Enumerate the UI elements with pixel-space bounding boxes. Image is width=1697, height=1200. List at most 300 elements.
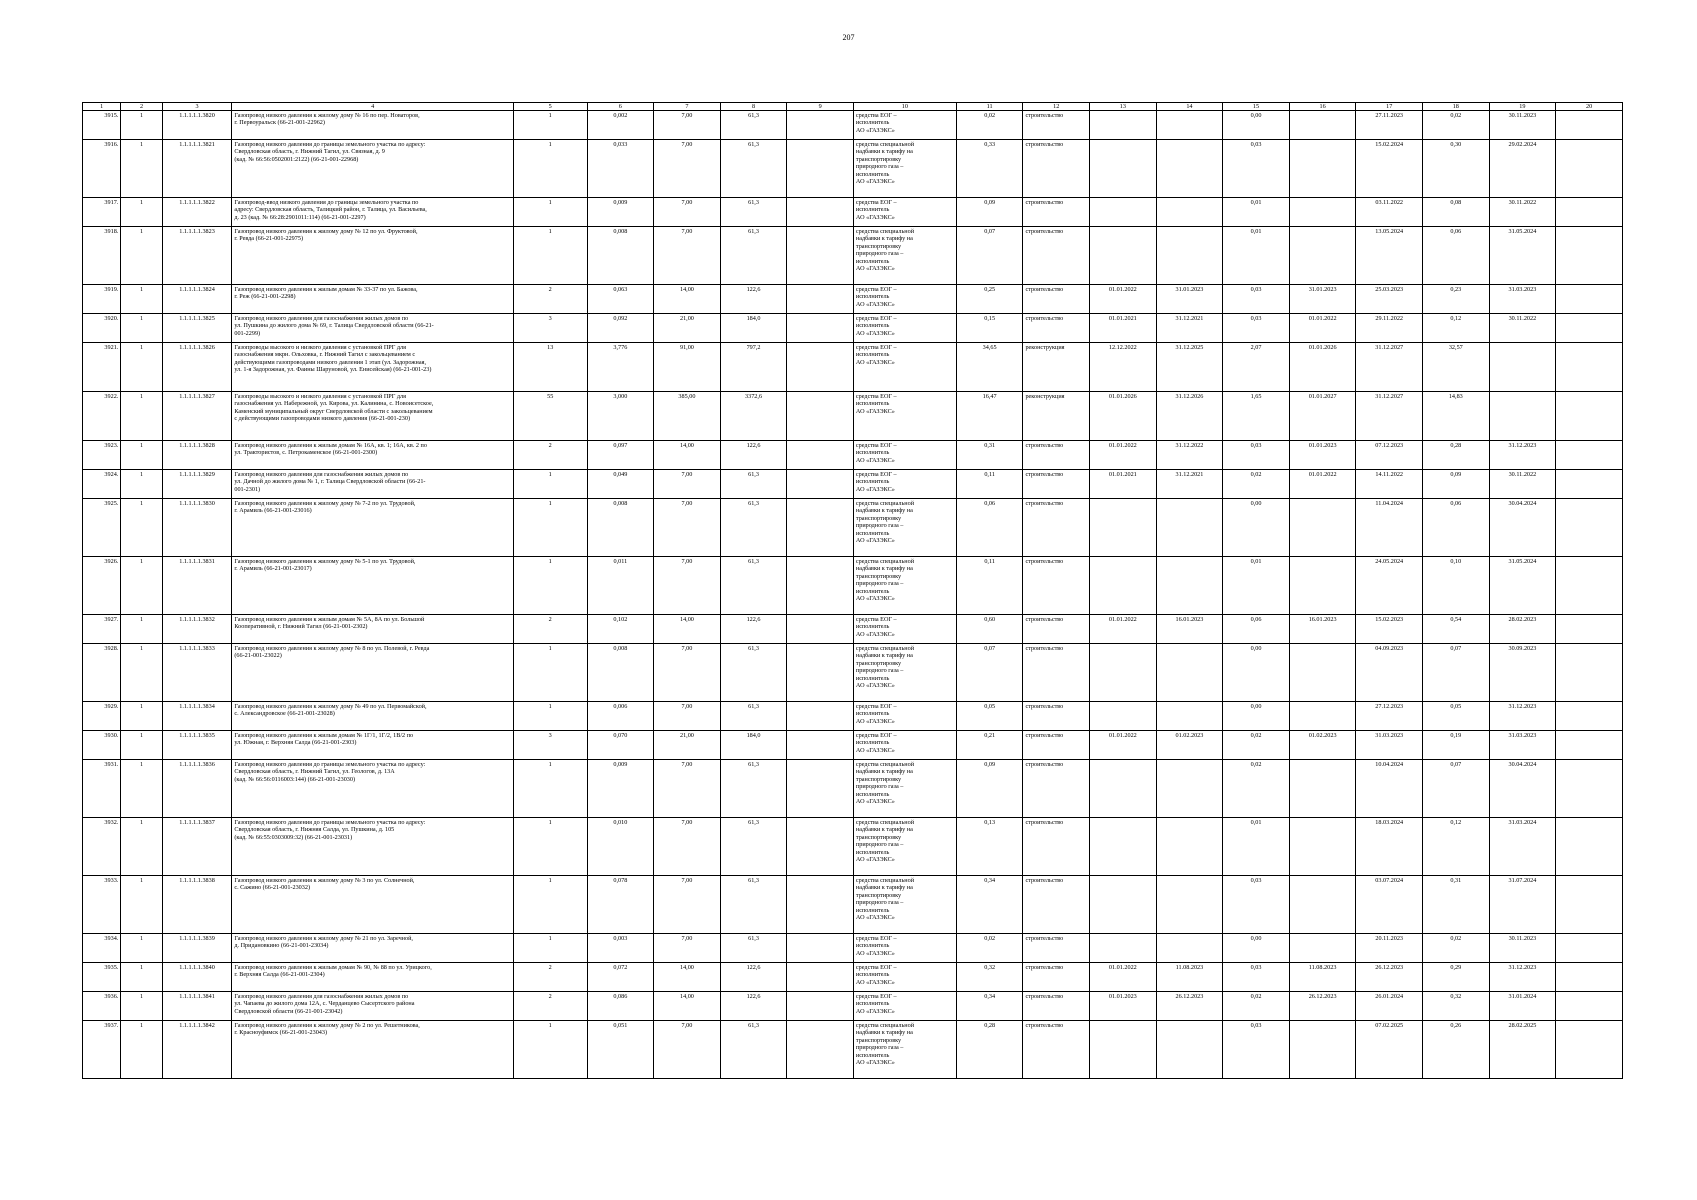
- col20-value: [1556, 760, 1623, 818]
- col8-value: 122,6: [720, 963, 787, 992]
- col7-value: 7,00: [654, 111, 721, 140]
- commissioning-date: 31.07.2024: [1489, 876, 1556, 934]
- table-row: [83, 1021, 1623, 1079]
- table-row: [83, 557, 1623, 615]
- column-number-17: 17: [1356, 103, 1423, 111]
- col2-value: 1: [121, 702, 162, 731]
- design-start: [1090, 557, 1157, 615]
- col5-value: 1: [513, 111, 587, 140]
- object-code: 1.1.1.1.1.3833: [162, 644, 232, 702]
- design-end: 11.08.2023: [1156, 963, 1223, 992]
- col9-value: [787, 198, 854, 227]
- build-cost: 14,83: [1423, 392, 1490, 441]
- work-type: строительство: [1023, 111, 1090, 140]
- col8-value: 61,3: [720, 140, 787, 198]
- work-type: строительство: [1023, 227, 1090, 285]
- design-end: 31.12.2021: [1156, 470, 1223, 499]
- build-cost: 0,26: [1423, 1021, 1490, 1079]
- commissioning-date: 30.09.2023: [1489, 644, 1556, 702]
- cost-value: 0,02: [956, 934, 1023, 963]
- col5-value: 1: [513, 227, 587, 285]
- funding-source: средства ЕОГ – исполнитель АО «ГАЗЭКС»: [853, 441, 956, 470]
- object-name: Газопровод низкого давления для газоснабжения жилых домов по ул. Пушкина до жилого дома № 69, г. Талица Свердловской области (66-21- 001-2299): [232, 314, 514, 343]
- column-number-2: 2: [121, 103, 162, 111]
- col2-value: 1: [121, 644, 162, 702]
- design-start: 01.01.2022: [1090, 615, 1157, 644]
- col9-value: [787, 731, 854, 760]
- design-start: [1090, 140, 1157, 198]
- design-start: [1090, 227, 1157, 285]
- design-start: [1090, 876, 1157, 934]
- table-row: [83, 140, 1623, 198]
- col8-value: 61,3: [720, 876, 787, 934]
- work-type: строительство: [1023, 644, 1090, 702]
- col7-value: 7,00: [654, 557, 721, 615]
- build-end: 26.01.2024: [1356, 992, 1423, 1021]
- col8-value: 61,3: [720, 499, 787, 557]
- commissioning-date: 30.11.2022: [1489, 198, 1556, 227]
- col8-value: 61,3: [720, 644, 787, 702]
- funding-source: средства ЕОГ – исполнитель АО «ГАЗЭКС»: [853, 702, 956, 731]
- funding-source: средства ЕОГ – исполнитель АО «ГАЗЭКС»: [853, 198, 956, 227]
- commissioning-date: 30.11.2022: [1489, 470, 1556, 499]
- work-type: реконструкция: [1023, 343, 1090, 392]
- funding-source: средства специальной надбавки к тарифу на транспортировку природного газа – исполнитель АО «ГАЗЭКС»: [853, 227, 956, 285]
- design-cost: 0,01: [1223, 818, 1290, 876]
- col20-value: [1556, 470, 1623, 499]
- col7-value: 14,00: [654, 963, 721, 992]
- design-start: [1090, 760, 1157, 818]
- column-number-3: 3: [162, 103, 232, 111]
- col7-value: 7,00: [654, 227, 721, 285]
- object-name: Газопровод низкого давления к жилым домам № 90, № 88 по ул. Урицкого, г. Верхняя Салда (66-21-001-2304): [232, 963, 514, 992]
- col5-value: 1: [513, 644, 587, 702]
- col7-value: 7,00: [654, 1021, 721, 1079]
- funding-source: средства специальной надбавки к тарифу на транспортировку природного газа – исполнитель АО «ГАЗЭКС»: [853, 876, 956, 934]
- design-end: 31.12.2022: [1156, 441, 1223, 470]
- length-km: 0,009: [587, 198, 654, 227]
- design-cost: 0,02: [1223, 992, 1290, 1021]
- design-start: [1090, 934, 1157, 963]
- work-type: строительство: [1023, 198, 1090, 227]
- object-code: 1.1.1.1.1.3826: [162, 343, 232, 392]
- object-name: Газопроводы высокого и низкого давления с установкой ПРГ для газоснабжения ул. Набережной, ул. Кирова, ул. Калинина, с. Новоисетское, Каменский муниципальный округ Свердловской области с закольцеванием с действующими газопроводами низкого давления (66-21-001-230): [232, 392, 514, 441]
- table-row: [83, 441, 1623, 470]
- length-km: 0,072: [587, 963, 654, 992]
- row-number: 3920.: [83, 314, 121, 343]
- commissioning-date: 30.04.2024: [1489, 499, 1556, 557]
- build-start: [1289, 644, 1356, 702]
- row-number: 3923.: [83, 441, 121, 470]
- object-code: 1.1.1.1.1.3830: [162, 499, 232, 557]
- funding-source: средства ЕОГ – исполнитель АО «ГАЗЭКС»: [853, 285, 956, 314]
- col7-value: 7,00: [654, 198, 721, 227]
- length-km: 0,063: [587, 285, 654, 314]
- table-row: [83, 470, 1623, 499]
- design-start: 01.01.2022: [1090, 285, 1157, 314]
- build-start: [1289, 227, 1356, 285]
- design-cost: 2,07: [1223, 343, 1290, 392]
- work-type: строительство: [1023, 876, 1090, 934]
- length-km: 0,049: [587, 470, 654, 499]
- col2-value: 1: [121, 1021, 162, 1079]
- length-km: 0,002: [587, 111, 654, 140]
- object-code: 1.1.1.1.1.3836: [162, 760, 232, 818]
- funding-source: средства ЕОГ – исполнитель АО «ГАЗЭКС»: [853, 314, 956, 343]
- col2-value: 1: [121, 615, 162, 644]
- object-code: 1.1.1.1.1.3840: [162, 963, 232, 992]
- build-cost: 0,31: [1423, 876, 1490, 934]
- col9-value: [787, 934, 854, 963]
- design-start: 12.12.2022: [1090, 343, 1157, 392]
- cost-value: 0,02: [956, 111, 1023, 140]
- col7-value: 7,00: [654, 760, 721, 818]
- col2-value: 1: [121, 876, 162, 934]
- object-name: Газопровод низкого давления для газоснабжения жилых домов по ул. Дачной до жилого дома № 1, г. Талица Свердловской области (66-21- 001-2301): [232, 470, 514, 499]
- col5-value: 2: [513, 963, 587, 992]
- row-number: 3917.: [83, 198, 121, 227]
- col5-value: 2: [513, 615, 587, 644]
- cost-value: 0,34: [956, 876, 1023, 934]
- design-cost: 0,01: [1223, 227, 1290, 285]
- column-number-19: 19: [1489, 103, 1556, 111]
- column-number-11: 11: [956, 103, 1023, 111]
- col5-value: 1: [513, 557, 587, 615]
- col2-value: 1: [121, 392, 162, 441]
- build-start: [1289, 818, 1356, 876]
- object-name: Газопровод низкого давления к жилому дому № 8 по ул. Полевой, г. Ревда (66-21-001-23022): [232, 644, 514, 702]
- col9-value: [787, 818, 854, 876]
- table-row: [83, 314, 1623, 343]
- column-number-row: [83, 103, 1623, 111]
- col8-value: 184,0: [720, 731, 787, 760]
- design-cost: 0,00: [1223, 499, 1290, 557]
- col8-value: 61,3: [720, 198, 787, 227]
- col2-value: 1: [121, 992, 162, 1021]
- build-end: 03.11.2022: [1356, 198, 1423, 227]
- object-name: Газопровод низкого давления к жилым домам № 16А, кв. 1; 16А, кв. 2 по ул. Трактористов, с. Петрокаменское (66-21-001-2300): [232, 441, 514, 470]
- col9-value: [787, 876, 854, 934]
- row-number: 3929.: [83, 702, 121, 731]
- table-row: [83, 615, 1623, 644]
- table-row: [83, 992, 1623, 1021]
- cost-value: 0,11: [956, 557, 1023, 615]
- row-number: 3918.: [83, 227, 121, 285]
- col5-value: 2: [513, 285, 587, 314]
- commissioning-date: 28.02.2023: [1489, 615, 1556, 644]
- funding-source: средства специальной надбавки к тарифу на транспортировку природного газа – исполнитель АО «ГАЗЭКС»: [853, 140, 956, 198]
- col20-value: [1556, 731, 1623, 760]
- col20-value: [1556, 557, 1623, 615]
- object-name: Газопровод низкого давления к жилому дому № 7-2 по ул. Трудовой, г. Арамиль (66-21-001-23016): [232, 499, 514, 557]
- design-end: 16.01.2023: [1156, 615, 1223, 644]
- col9-value: [787, 441, 854, 470]
- col2-value: 1: [121, 934, 162, 963]
- commissioning-date: 31.12.2023: [1489, 702, 1556, 731]
- commissioning-date: 31.05.2024: [1489, 227, 1556, 285]
- build-cost: 0,09: [1423, 470, 1490, 499]
- work-type: строительство: [1023, 441, 1090, 470]
- col8-value: 122,6: [720, 992, 787, 1021]
- row-number: 3930.: [83, 731, 121, 760]
- length-km: 0,092: [587, 314, 654, 343]
- commissioning-date: [1489, 343, 1556, 392]
- design-start: [1090, 499, 1157, 557]
- col9-value: [787, 285, 854, 314]
- row-number: 3937.: [83, 1021, 121, 1079]
- build-cost: 0,10: [1423, 557, 1490, 615]
- funding-source: средства ЕОГ – исполнитель АО «ГАЗЭКС»: [853, 731, 956, 760]
- col2-value: 1: [121, 818, 162, 876]
- col20-value: [1556, 876, 1623, 934]
- object-code: 1.1.1.1.1.3837: [162, 818, 232, 876]
- object-code: 1.1.1.1.1.3841: [162, 992, 232, 1021]
- design-end: [1156, 876, 1223, 934]
- col2-value: 1: [121, 343, 162, 392]
- build-start: 26.12.2023: [1289, 992, 1356, 1021]
- col5-value: 1: [513, 499, 587, 557]
- funding-source: средства ЕОГ – исполнитель АО «ГАЗЭКС»: [853, 392, 956, 441]
- design-end: [1156, 227, 1223, 285]
- col7-value: 7,00: [654, 499, 721, 557]
- col9-value: [787, 615, 854, 644]
- table-row: [83, 198, 1623, 227]
- design-cost: 0,03: [1223, 314, 1290, 343]
- design-cost: 0,02: [1223, 470, 1290, 499]
- length-km: 0,033: [587, 140, 654, 198]
- build-start: 01.02.2023: [1289, 731, 1356, 760]
- length-km: 0,008: [587, 499, 654, 557]
- object-name: Газопровод низкого давления к жилому дому № 3 по ул. Солнечной, с. Сажино (66-21-001-23032): [232, 876, 514, 934]
- funding-source: средства ЕОГ – исполнитель АО «ГАЗЭКС»: [853, 343, 956, 392]
- table-row: [83, 818, 1623, 876]
- build-end: 13.05.2024: [1356, 227, 1423, 285]
- cost-value: 0,15: [956, 314, 1023, 343]
- design-start: 01.01.2021: [1090, 314, 1157, 343]
- table-row: [83, 644, 1623, 702]
- col2-value: 1: [121, 963, 162, 992]
- cost-value: 0,09: [956, 198, 1023, 227]
- col8-value: 61,3: [720, 760, 787, 818]
- build-end: 25.03.2023: [1356, 285, 1423, 314]
- table-row: [83, 499, 1623, 557]
- object-code: 1.1.1.1.1.3824: [162, 285, 232, 314]
- build-cost: 0,06: [1423, 499, 1490, 557]
- cost-value: 0,09: [956, 760, 1023, 818]
- col20-value: [1556, 992, 1623, 1021]
- build-start: 01.01.2022: [1289, 470, 1356, 499]
- col8-value: 3372,6: [720, 392, 787, 441]
- row-number: 3921.: [83, 343, 121, 392]
- design-cost: 0,03: [1223, 963, 1290, 992]
- col2-value: 1: [121, 140, 162, 198]
- col20-value: [1556, 314, 1623, 343]
- design-cost: 1,65: [1223, 392, 1290, 441]
- col20-value: [1556, 615, 1623, 644]
- col20-value: [1556, 644, 1623, 702]
- table-row: [83, 392, 1623, 441]
- object-code: 1.1.1.1.1.3831: [162, 557, 232, 615]
- build-end: 24.05.2024: [1356, 557, 1423, 615]
- design-start: [1090, 644, 1157, 702]
- col8-value: 122,6: [720, 441, 787, 470]
- col2-value: 1: [121, 470, 162, 499]
- length-km: 0,078: [587, 876, 654, 934]
- build-end: 11.04.2024: [1356, 499, 1423, 557]
- build-start: 01.01.2022: [1289, 314, 1356, 343]
- col9-value: [787, 702, 854, 731]
- col5-value: 2: [513, 441, 587, 470]
- design-start: 01.01.2022: [1090, 731, 1157, 760]
- col8-value: 61,3: [720, 818, 787, 876]
- column-number-5: 5: [513, 103, 587, 111]
- design-end: [1156, 557, 1223, 615]
- col9-value: [787, 760, 854, 818]
- col2-value: 1: [121, 198, 162, 227]
- col8-value: 184,0: [720, 314, 787, 343]
- col2-value: 1: [121, 499, 162, 557]
- col9-value: [787, 111, 854, 140]
- build-start: 11.08.2023: [1289, 963, 1356, 992]
- col5-value: 3: [513, 731, 587, 760]
- commissioning-date: 30.04.2024: [1489, 760, 1556, 818]
- table-row: [83, 876, 1623, 934]
- build-cost: 0,28: [1423, 441, 1490, 470]
- design-cost: 0,00: [1223, 702, 1290, 731]
- design-end: [1156, 111, 1223, 140]
- commissioning-date: 30.11.2022: [1489, 314, 1556, 343]
- object-code: 1.1.1.1.1.3820: [162, 111, 232, 140]
- length-km: 0,010: [587, 818, 654, 876]
- funding-source: средства специальной надбавки к тарифу на транспортировку природного газа – исполнитель АО «ГАЗЭКС»: [853, 760, 956, 818]
- design-start: 01.01.2026: [1090, 392, 1157, 441]
- column-number-20: 20: [1556, 103, 1623, 111]
- funding-source: средства ЕОГ – исполнитель АО «ГАЗЭКС»: [853, 992, 956, 1021]
- design-start: 01.01.2021: [1090, 470, 1157, 499]
- build-end: 31.12.2027: [1356, 343, 1423, 392]
- design-cost: 0,03: [1223, 285, 1290, 314]
- col9-value: [787, 343, 854, 392]
- build-end: 03.07.2024: [1356, 876, 1423, 934]
- build-cost: 0,19: [1423, 731, 1490, 760]
- column-number-1: 1: [83, 103, 121, 111]
- col9-value: [787, 314, 854, 343]
- cost-value: 16,47: [956, 392, 1023, 441]
- col5-value: 1: [513, 876, 587, 934]
- column-number-18: 18: [1423, 103, 1490, 111]
- col2-value: 1: [121, 557, 162, 615]
- build-cost: 0,06: [1423, 227, 1490, 285]
- work-type: строительство: [1023, 285, 1090, 314]
- design-start: [1090, 111, 1157, 140]
- col2-value: 1: [121, 441, 162, 470]
- column-number-6: 6: [587, 103, 654, 111]
- object-name: Газопровод-ввод низкого давления до границы земельного участка по адресу: Свердловская область, Талицкий район, г. Талица, ул. Васильева, д. 23 (кад. № 66:28:2901011:114) (66-21-001-2297): [232, 198, 514, 227]
- col8-value: 61,3: [720, 934, 787, 963]
- col8-value: 61,3: [720, 111, 787, 140]
- table-header: [83, 103, 1623, 111]
- commissioning-date: 31.05.2024: [1489, 557, 1556, 615]
- col9-value: [787, 227, 854, 285]
- row-number: 3919.: [83, 285, 121, 314]
- row-number: 3926.: [83, 557, 121, 615]
- funding-source: средства ЕОГ – исполнитель АО «ГАЗЭКС»: [853, 470, 956, 499]
- commissioning-date: 29.02.2024: [1489, 140, 1556, 198]
- table-row: [83, 963, 1623, 992]
- length-km: 0,086: [587, 992, 654, 1021]
- design-cost: 0,03: [1223, 876, 1290, 934]
- design-end: [1156, 140, 1223, 198]
- col9-value: [787, 963, 854, 992]
- row-number: 3928.: [83, 644, 121, 702]
- column-number-14: 14: [1156, 103, 1223, 111]
- row-number: 3922.: [83, 392, 121, 441]
- col7-value: 7,00: [654, 876, 721, 934]
- build-start: [1289, 557, 1356, 615]
- col7-value: 14,00: [654, 441, 721, 470]
- build-start: [1289, 876, 1356, 934]
- work-type: строительство: [1023, 557, 1090, 615]
- column-number-16: 16: [1289, 103, 1356, 111]
- commissioning-date: 31.01.2024: [1489, 992, 1556, 1021]
- commissioning-date: 30.11.2023: [1489, 111, 1556, 140]
- col5-value: 1: [513, 470, 587, 499]
- design-cost: 0,00: [1223, 934, 1290, 963]
- design-end: [1156, 760, 1223, 818]
- col2-value: 1: [121, 731, 162, 760]
- col5-value: 1: [513, 760, 587, 818]
- col9-value: [787, 557, 854, 615]
- cost-value: 0,60: [956, 615, 1023, 644]
- build-end: 31.12.2027: [1356, 392, 1423, 441]
- funding-source: средства специальной надбавки к тарифу на транспортировку природного газа – исполнитель АО «ГАЗЭКС»: [853, 644, 956, 702]
- work-type: строительство: [1023, 992, 1090, 1021]
- cost-value: 0,06: [956, 499, 1023, 557]
- col5-value: 1: [513, 1021, 587, 1079]
- col20-value: [1556, 702, 1623, 731]
- design-cost: 0,02: [1223, 760, 1290, 818]
- funding-source: средства ЕОГ – исполнитель АО «ГАЗЭКС»: [853, 963, 956, 992]
- build-end: 29.11.2022: [1356, 314, 1423, 343]
- row-number: 3924.: [83, 470, 121, 499]
- length-km: 0,006: [587, 702, 654, 731]
- object-code: 1.1.1.1.1.3832: [162, 615, 232, 644]
- commissioning-date: 31.03.2023: [1489, 285, 1556, 314]
- table-row: [83, 760, 1623, 818]
- col8-value: 122,6: [720, 285, 787, 314]
- work-type: строительство: [1023, 934, 1090, 963]
- col5-value: 55: [513, 392, 587, 441]
- col7-value: 91,00: [654, 343, 721, 392]
- col9-value: [787, 499, 854, 557]
- row-number: 3935.: [83, 963, 121, 992]
- work-type: реконструкция: [1023, 392, 1090, 441]
- funding-source: средства ЕОГ – исполнитель АО «ГАЗЭКС»: [853, 934, 956, 963]
- work-type: строительство: [1023, 760, 1090, 818]
- build-cost: 0,08: [1423, 198, 1490, 227]
- cost-value: 34,65: [956, 343, 1023, 392]
- design-cost: 0,00: [1223, 111, 1290, 140]
- col8-value: 61,3: [720, 557, 787, 615]
- length-km: 3,000: [587, 392, 654, 441]
- build-end: 14.11.2022: [1356, 470, 1423, 499]
- build-start: 31.01.2023: [1289, 285, 1356, 314]
- build-start: [1289, 934, 1356, 963]
- length-km: 3,776: [587, 343, 654, 392]
- design-end: 31.12.2026: [1156, 392, 1223, 441]
- column-number-7: 7: [654, 103, 721, 111]
- table-row: [83, 343, 1623, 392]
